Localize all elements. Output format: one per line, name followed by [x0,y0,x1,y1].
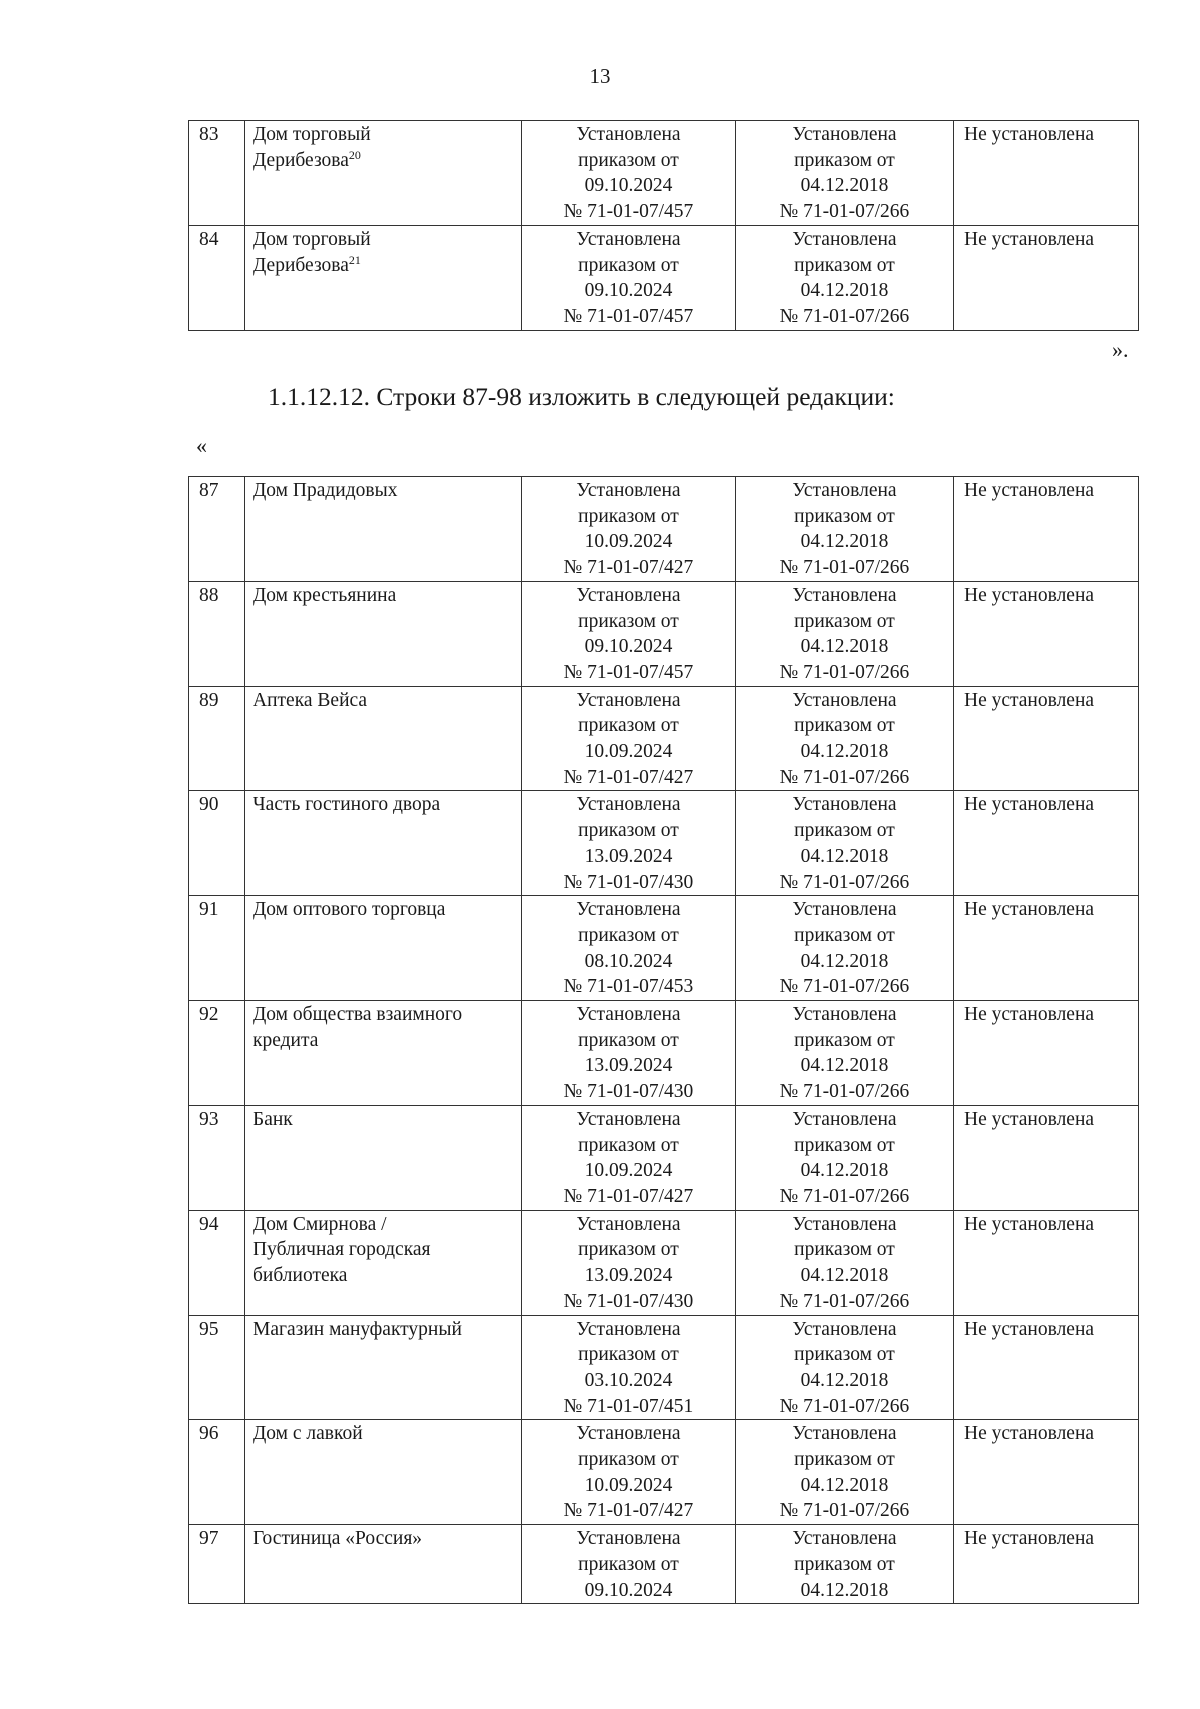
object-name-text: Дом Смирнова / [253,1213,387,1235]
object-name-text: Публичная городская [253,1239,431,1261]
order-line: приказом от [578,1134,679,1156]
object-name-line [253,227,515,253]
row-number: 97 [189,1525,245,1604]
order-line: 04.12.2018 [800,175,889,197]
order-line: № 71-01-07/453 [563,976,694,998]
object-name [245,477,522,582]
protection-zone-order [522,581,736,686]
boundary-order [736,581,954,686]
order-line: Установлена [576,480,681,501]
order-line: приказом от [578,1449,679,1471]
order-line: № 71-01-07/266 [779,1290,910,1312]
table-row [189,1105,1139,1210]
order-line: Установлена [792,228,897,250]
order-line: 04.12.2018 [800,636,889,658]
object-name-text: Банк [253,1108,293,1130]
order-line: № 71-01-07/266 [779,661,910,683]
order-line: № 71-01-07/427 [563,557,694,579]
table-row [189,225,1139,330]
order-line: № 71-01-07/427 [563,766,694,788]
order-line: приказом от [794,1029,895,1051]
requirements-status: Не установлена [954,791,1139,896]
order-line: Установлена [576,1108,681,1130]
order-line: приказом от [578,1239,679,1261]
object-name [245,1105,522,1210]
footnote-marker: 21 [348,252,361,267]
object-name [245,1525,522,1604]
object-name-text: Дом Прадидовых [253,480,398,501]
order-line: приказом от [794,715,895,737]
object-name-line [253,688,515,714]
object-name-text: Аптека Вейса [253,689,368,711]
boundary-order [736,1420,954,1525]
boundary-order [736,1210,954,1315]
order-line: 09.10.2024 [584,636,673,658]
object-name-text: Магазин мануфактурный [253,1318,462,1340]
protection-zone-order [522,477,736,582]
boundary-order [736,1105,954,1210]
order-line: № 71-01-07/266 [779,201,910,223]
order-line: Установлена [576,794,681,816]
order-line: 04.12.2018 [800,1369,889,1391]
row-number: 89 [189,686,245,791]
order-line: Установлена [576,1213,681,1235]
order-line: приказом от [578,505,679,527]
order-line: 13.09.2024 [584,845,673,867]
order-line: приказом от [578,820,679,842]
order-line: Установлена [792,480,897,501]
order-line: 13.09.2024 [584,1055,673,1077]
object-name-line [253,122,515,148]
order-line: 04.12.2018 [800,741,889,763]
row-number: 92 [189,1001,245,1106]
order-line: № 71-01-07/427 [563,1185,694,1207]
order-line: приказом от [794,1553,895,1575]
order-line: 04.12.2018 [800,531,889,553]
order-line: 10.09.2024 [584,1474,673,1496]
order-line: Установлена [576,1004,681,1026]
order-line: Установлена [576,124,681,145]
boundary-order [736,1525,954,1604]
object-name-line [253,1421,515,1447]
order-line: приказом от [578,254,679,276]
order-line: приказом от [578,924,679,946]
order-line: 03.10.2024 [584,1369,673,1391]
row-number: 90 [189,791,245,896]
row-number: 91 [189,896,245,1001]
requirements-status: Не установлена [954,1525,1139,1604]
order-line: № 71-01-07/266 [779,976,910,998]
registry-table-main-body [189,477,1139,1604]
order-line: 04.12.2018 [800,280,889,302]
table-row [189,1210,1139,1315]
order-line: 04.12.2018 [800,1579,889,1601]
requirements-status: Не установлена [954,1210,1139,1315]
order-line: Установлена [576,899,681,921]
order-line: Установлена [792,584,897,606]
registry-table-top [188,120,1139,331]
object-name [245,686,522,791]
table-row [189,121,1139,226]
protection-zone-order [522,1315,736,1420]
order-line: № 71-01-07/266 [779,871,910,893]
footnote-marker: 20 [348,147,361,162]
order-line: Установлена [576,1423,681,1445]
closing-quote: ». [1112,337,1129,362]
order-line: Установлена [576,1528,681,1550]
order-line: № 71-01-07/266 [779,1081,910,1103]
order-line: Установлена [792,689,897,711]
order-line: 10.09.2024 [584,741,673,763]
boundary-order [736,1315,954,1420]
object-name-text: Дом общества взаимного [253,1004,463,1026]
order-line: № 71-01-07/427 [563,1500,694,1522]
boundary-order [736,686,954,791]
object-name-text: библиотека [253,1265,348,1287]
object-name [245,581,522,686]
boundary-order [736,896,954,1001]
object-name-text: Дом крестьянина [253,584,397,606]
requirements-status: Не установлена [954,225,1139,330]
table-row [189,1315,1139,1420]
table-row [189,1001,1139,1106]
row-number: 93 [189,1105,245,1210]
object-name-line [253,583,515,609]
row-number: 87 [189,477,245,582]
order-line: № 71-01-07/266 [779,766,910,788]
object-name [245,1420,522,1525]
boundary-order [736,477,954,582]
order-line: № 71-01-07/266 [779,557,910,579]
object-name [245,1210,522,1315]
boundary-order [736,225,954,330]
protection-zone-order [522,686,736,791]
object-name-line [253,148,515,174]
requirements-status: Не установлена [954,896,1139,1001]
order-line: 09.10.2024 [584,175,673,197]
table-row [189,1420,1139,1525]
object-name-line [253,478,515,504]
order-line: приказом от [794,1134,895,1156]
order-line: № 71-01-07/430 [563,1081,694,1103]
order-line: Установлена [792,794,897,816]
row-number: 84 [189,225,245,330]
protection-zone-order [522,1525,736,1604]
requirements-status: Не установлена [954,1001,1139,1106]
object-name [245,1315,522,1420]
section-heading: 1.1.12.12. Строки 87-98 изложить в следующей редакции: [268,382,895,411]
protection-zone-order [522,1105,736,1210]
object-name-text: Дерибезова [253,254,349,276]
row-number: 96 [189,1420,245,1525]
order-line: приказом от [578,1344,679,1366]
protection-zone-order [522,1420,736,1525]
order-line: приказом от [578,1553,679,1575]
order-line: № 71-01-07/430 [563,871,694,893]
object-name-text: Часть гостиного двора [253,794,441,816]
order-line: № 71-01-07/266 [779,1500,910,1522]
object-name [245,121,522,226]
order-line: приказом от [794,1344,895,1366]
object-name-text: кредита [253,1029,319,1051]
object-name-line [253,1212,515,1238]
object-name-line [253,1263,515,1289]
object-name-line [253,1237,515,1263]
object-name-text: Дом с лавкой [253,1423,363,1445]
order-line: № 71-01-07/457 [563,305,694,327]
object-name [245,225,522,330]
order-line: № 71-01-07/451 [563,1395,694,1417]
object-name-line [253,1317,515,1343]
order-line: приказом от [794,149,895,171]
requirements-status: Не установлена [954,1315,1139,1420]
page-number: 13 [589,64,611,88]
registry-table-main [188,476,1139,1604]
order-line: 04.12.2018 [800,1265,889,1287]
order-line: приказом от [578,149,679,171]
table-row [189,686,1139,791]
object-name-line [253,1107,515,1133]
requirements-status: Не установлена [954,581,1139,686]
order-line: 13.09.2024 [584,1265,673,1287]
order-line: приказом от [794,820,895,842]
protection-zone-order [522,791,736,896]
object-name [245,791,522,896]
protection-zone-order [522,1001,736,1106]
table-row [189,791,1139,896]
object-name-text: Гостиница «Россия» [253,1528,423,1550]
order-line: № 71-01-07/430 [563,1290,694,1312]
order-line: приказом от [794,924,895,946]
protection-zone-order [522,1210,736,1315]
requirements-status: Не установлена [954,121,1139,226]
order-line: Установлена [792,124,897,145]
object-name-line [253,253,515,279]
order-line: 09.10.2024 [584,1579,673,1601]
order-line: Установлена [576,689,681,711]
row-number: 88 [189,581,245,686]
order-line: Установлена [576,1318,681,1340]
object-name-text: Дом торговый [253,228,371,250]
registry-table-top-body [189,121,1139,331]
object-name-text: Дом оптового торговца [253,899,446,921]
requirements-status: Не установлена [954,477,1139,582]
order-line: 10.09.2024 [584,1160,673,1182]
object-name [245,896,522,1001]
row-number: 83 [189,121,245,226]
table-row [189,581,1139,686]
object-name-text: Дерибезова [253,149,349,171]
object-name-line [253,897,515,923]
order-line: 04.12.2018 [800,1474,889,1496]
order-line: Установлена [792,899,897,921]
order-line: № 71-01-07/266 [779,1185,910,1207]
row-number: 94 [189,1210,245,1315]
order-line: № 71-01-07/457 [563,201,694,223]
requirements-status: Не установлена [954,1105,1139,1210]
order-line: приказом от [794,610,895,632]
object-name-line [253,1028,515,1054]
order-line: 10.09.2024 [584,531,673,553]
order-line: приказом от [578,715,679,737]
order-line: Установлена [576,584,681,606]
opening-quote: « [196,433,207,458]
order-line: 04.12.2018 [800,950,889,972]
protection-zone-order [522,225,736,330]
protection-zone-order [522,121,736,226]
table-row [189,477,1139,582]
order-line: 04.12.2018 [800,1160,889,1182]
row-number: 95 [189,1315,245,1420]
order-line: Установлена [792,1108,897,1130]
order-line: приказом от [794,1239,895,1261]
order-line: Установлена [792,1318,897,1340]
requirements-status: Не установлена [954,686,1139,791]
object-name-line [253,792,515,818]
order-line: Установлена [792,1213,897,1235]
order-line: приказом от [794,1449,895,1471]
order-line: 04.12.2018 [800,1055,889,1077]
object-name [245,1001,522,1106]
order-line: приказом от [794,254,895,276]
requirements-status: Не установлена [954,1420,1139,1525]
order-line: Установлена [792,1004,897,1026]
order-line: Установлена [792,1528,897,1550]
boundary-order [736,121,954,226]
table-row [189,896,1139,1001]
object-name-text: Дом торговый [253,124,371,145]
object-name-line [253,1526,515,1552]
order-line: приказом от [578,1029,679,1051]
order-line: 09.10.2024 [584,280,673,302]
order-line: 08.10.2024 [584,950,673,972]
order-line: Установлена [576,228,681,250]
table-row [189,1525,1139,1604]
boundary-order [736,1001,954,1106]
order-line: № 71-01-07/266 [779,305,910,327]
order-line: Установлена [792,1423,897,1445]
order-line: № 71-01-07/457 [563,661,694,683]
protection-zone-order [522,896,736,1001]
order-line: № 71-01-07/266 [779,1395,910,1417]
order-line: приказом от [578,610,679,632]
order-line: приказом от [794,505,895,527]
boundary-order [736,791,954,896]
object-name-line [253,1002,515,1028]
order-line: 04.12.2018 [800,845,889,867]
